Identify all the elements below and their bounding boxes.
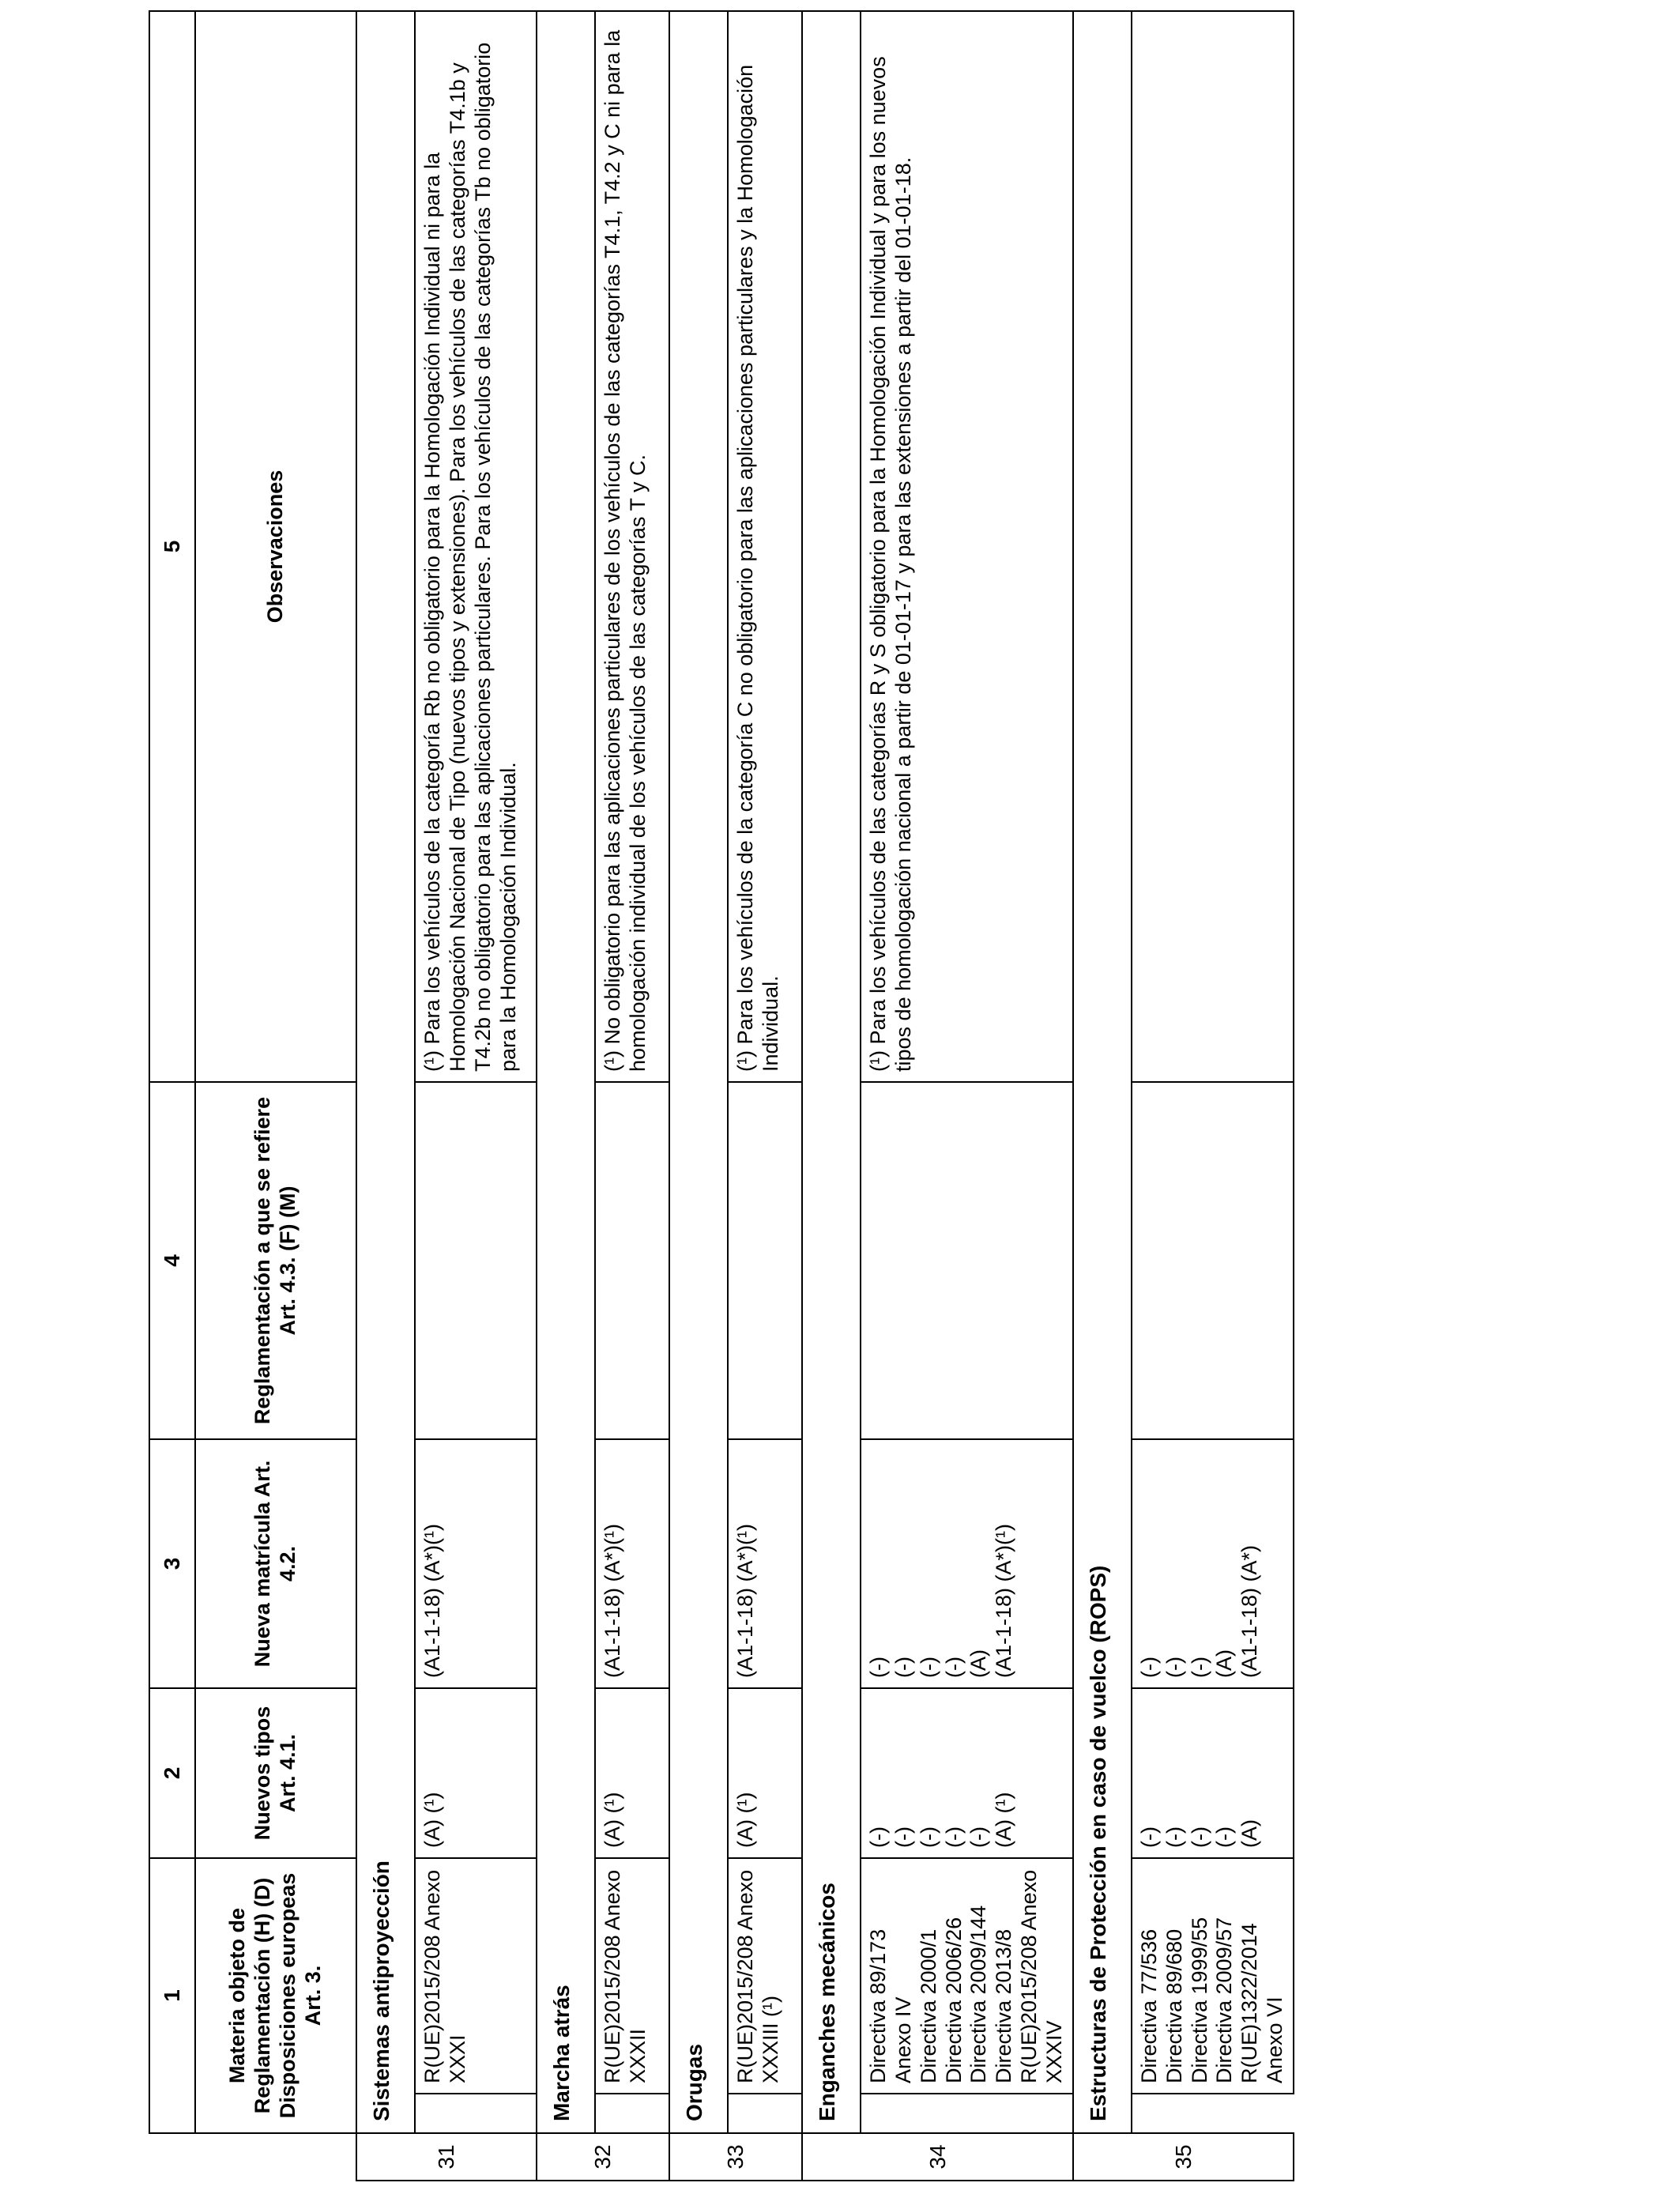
observaciones-cell xyxy=(1132,11,1294,1082)
col-number-3: 3 xyxy=(149,1439,195,1688)
reglamentacion-cell xyxy=(1132,1082,1294,1439)
row-number: 31 xyxy=(356,2133,537,2181)
blank-corner-2 xyxy=(195,2133,356,2181)
header-row xyxy=(195,11,356,2181)
nueva-matricula-cell: (-) (-) (-) (A) (A1-1-18) (A*) xyxy=(1132,1439,1294,1688)
section-header xyxy=(1073,11,1132,2181)
col-number-5: 5 xyxy=(149,11,195,1082)
section-header xyxy=(802,11,861,2181)
row-number: 34 xyxy=(802,2133,1073,2181)
blank-corner xyxy=(149,2133,195,2181)
nuevos-tipos-cell: (A) (¹) xyxy=(415,1688,537,1858)
table-row xyxy=(1132,11,1294,2181)
col-number-4: 4 xyxy=(149,1082,195,1439)
reglamentacion-cell xyxy=(861,1082,1073,1439)
row-number: 35 xyxy=(1073,2133,1294,2181)
table-row xyxy=(415,11,537,2181)
table-row xyxy=(595,11,669,2181)
reglamentacion-cell xyxy=(728,1082,802,1439)
materia-cell: R(UE)2015/208 Anexo XXXI xyxy=(415,1858,537,2094)
rotated-page xyxy=(149,12,1322,2181)
section-header xyxy=(537,11,595,2181)
section-title: Marcha atrás xyxy=(537,11,595,2133)
section-title: Estructuras de Protección en caso de vuelco (ROPS) xyxy=(1073,11,1132,2133)
nueva-matricula-cell: (-) (-) (-) (-) (A) (A1-1-18) (A*)(¹) xyxy=(861,1439,1073,1688)
section-header xyxy=(669,11,728,2181)
header-materia: Materia objeto de Reglamentación (H) (D) Disposiciones europeas Art. 3. xyxy=(195,1858,356,2133)
materia-cell: Directiva 89/173 Anexo IV Directiva 2000/1 Directiva 2006/26 Directiva 2009/144 Directiva 2013/8 R(UE)2015/208 Anexo XXXIV xyxy=(861,1858,1073,2094)
section-header xyxy=(356,11,415,2181)
row-number: 33 xyxy=(669,2133,802,2181)
nuevos-tipos-cell: (-) (-) (-) (-) (-) (A) (¹) xyxy=(861,1688,1073,1858)
header-reglamentacion: Reglamentación a que se refiere Art. 4.3. (F) (M) xyxy=(195,1082,356,1439)
nueva-matricula-cell: (A1-1-18) (A*)(¹) xyxy=(415,1439,537,1688)
table-row xyxy=(861,11,1073,2181)
nuevos-tipos-cell: (-) (-) (-) (-) (A) xyxy=(1132,1688,1294,1858)
regulation-table xyxy=(149,10,1294,2181)
observaciones-cell: (¹) No obligatorio para las aplicaciones particulares de los vehículos de las categorías T4.1, T4.2 y C ni para la homologación individual de los vehículos de las categorías T y C. xyxy=(595,11,669,1082)
nueva-matricula-cell: (A1-1-18) (A*)(¹) xyxy=(728,1439,802,1688)
nuevos-tipos-cell: (A) (¹) xyxy=(728,1688,802,1858)
table-row xyxy=(728,11,802,2181)
section-title: Enganches mecánicos xyxy=(802,11,861,2133)
column-number-row xyxy=(149,11,195,2181)
row-number: 32 xyxy=(537,2133,669,2181)
materia-cell: R(UE)2015/208 Anexo XXXII xyxy=(595,1858,669,2094)
col-number-2: 2 xyxy=(149,1688,195,1858)
header-observaciones: Observaciones xyxy=(195,11,356,1082)
reglamentacion-cell xyxy=(415,1082,537,1439)
header-nueva-matricula: Nueva matrícula Art. 4.2. xyxy=(195,1439,356,1688)
nueva-matricula-cell: (A1-1-18) (A*)(¹) xyxy=(595,1439,669,1688)
header-nuevos-tipos: Nuevos tipos Art. 4.1. xyxy=(195,1688,356,1858)
reglamentacion-cell xyxy=(595,1082,669,1439)
observaciones-cell: (¹) Para los vehículos de la categoría Rb no obligatorio para la Homologación Individual ni para la Homologación Nacional de Tipo (nuevos tipos y extensiones). Para los vehículos de las categorías T4.1b y T4.2b no obligatorio para las aplicaciones particulares. Para los vehículos de las categorías Tb no obligatorio para la Homologación Individual. xyxy=(415,11,537,1082)
section-title: Sistemas antiproyección xyxy=(356,11,415,2133)
materia-cell: R(UE)2015/208 Anexo XXXIII (¹) xyxy=(728,1858,802,2094)
col-number-1: 1 xyxy=(149,1858,195,2133)
observaciones-cell: (¹) Para los vehículos de las categorías R y S obligatorio para la Homologación Individual y para los nuevos tipos de homologación nacional a partir de 01-01-17 y para las extensiones a partir del 01-01-18. xyxy=(861,11,1073,1082)
materia-cell: Directiva 77/536 Directiva 89/680 Directiva 1999/55 Directiva 2009/57 R(UE)1322/2014 Anexo VI xyxy=(1132,1858,1294,2094)
nuevos-tipos-cell: (A) (¹) xyxy=(595,1688,669,1858)
section-title: Orugas xyxy=(669,11,728,2133)
observaciones-cell: (¹) Para los vehículos de la categoría C no obligatorio para las aplicaciones particulares y la Homologación Individual. xyxy=(728,11,802,1082)
